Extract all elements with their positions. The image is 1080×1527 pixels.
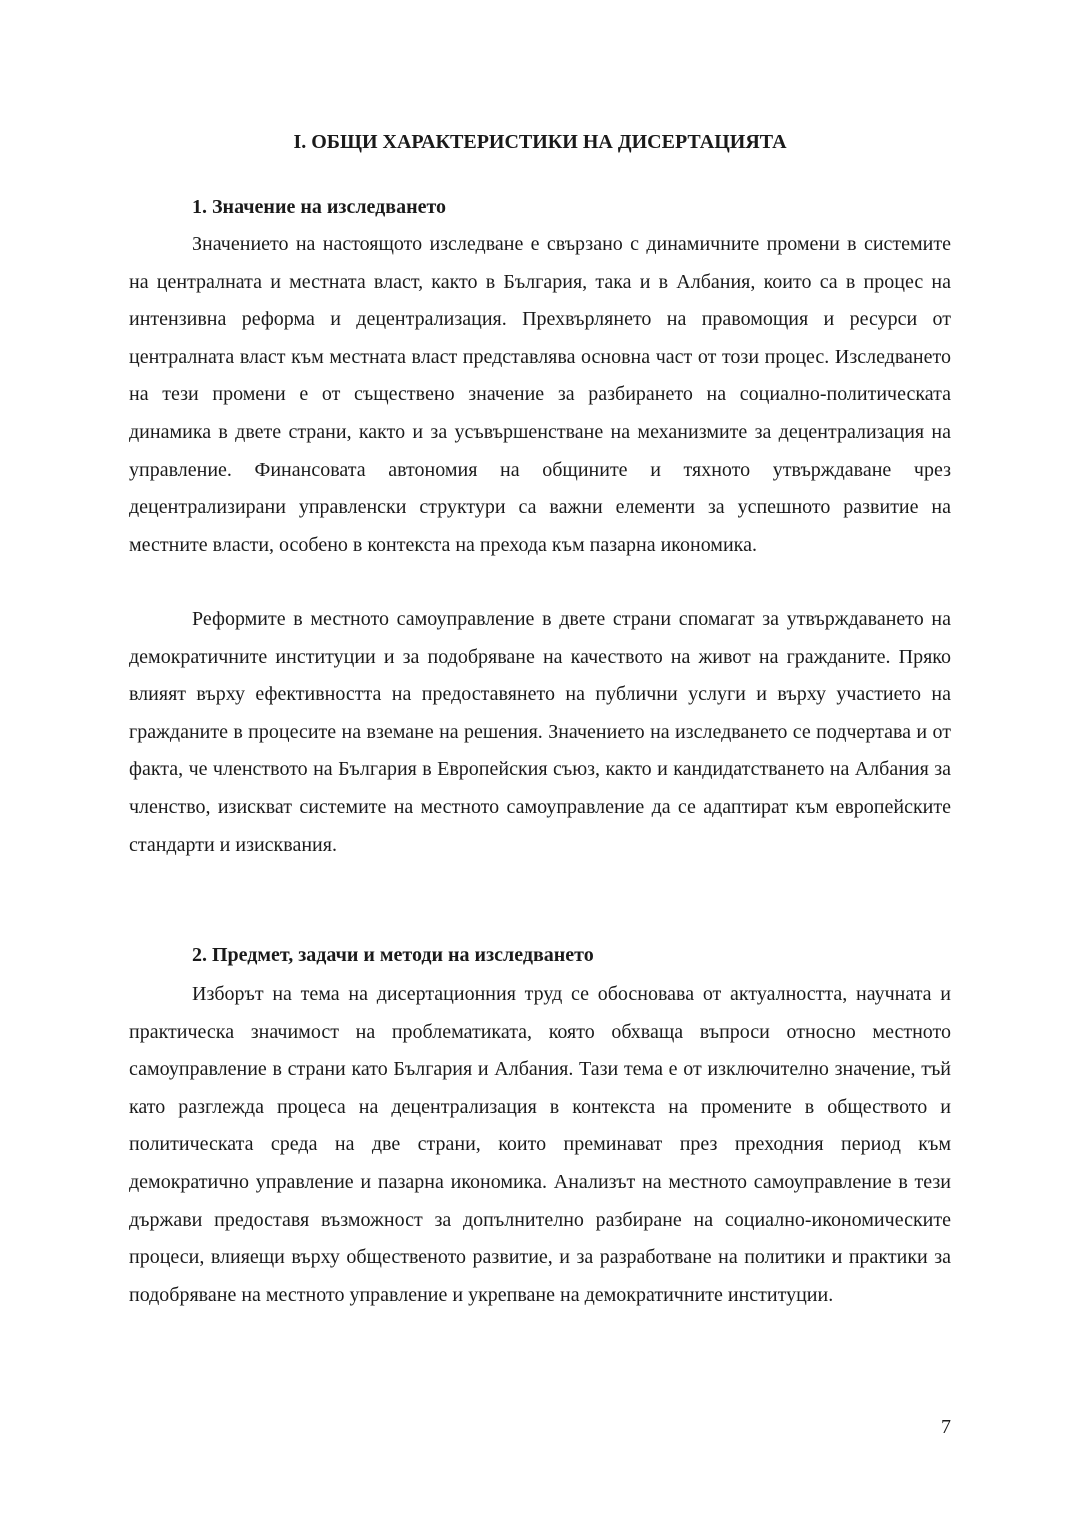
paragraph-significance-1: Значението на настоящото изследване е свързано с динамичните промени в системите на централната и местната власт, както в България, така и в Албания, които са в процес на интензивна реформа и децентрализация. Прехвърлянето на правомощия и ресурси от централната власт към местната власт представлява основна част от този процес. Изследването на тези промени е от съществено значение за разбирането на социално-политическата динамика в двете страни, както и за усъвършенстване на механизмите за децентрализация на управление. Финансовата автономия на общините и тяхното утвърждаване чрез децентрализирани управленски структури са важни елементи за успешното развитие на местните власти, особено в контекста на прехода към пазарна икономика.: [129, 233, 951, 556]
section-heading-significance: 1. Значение на изследването: [192, 196, 447, 218]
chapter-title: I. ОБЩИ ХАРАКТЕРИСТИКИ НА ДИСЕРТАЦИЯТА: [293, 131, 787, 153]
section-heading-subject-tasks-methods: 2. Предмет, задачи и методи на изследването: [192, 944, 594, 966]
paragraph-subject-1: Изборът на тема на дисертационния труд се обосновава от актуалността, научната и практическа значимост на проблематиката, която обхваща въпроси относно местното самоуправление в страни като България и Албания. Тази тема е от изключително значение, тъй като разглежда процеса на децентрализация в контекста на промените в обществото и политическата среда на две страни, които преминават през преходния период към демократично управление и пазарна икономика. Анализът на местното самоуправление в тези държави предоставя възможност за допълнително разбиране на социално-икономическите процеси, влияещи върху общественото развитие, и за разработване на политики и практики за подобряване на местното управление и укрепване на демократичните институции.: [129, 983, 951, 1306]
page-number: 7: [941, 1416, 951, 1438]
paragraph-significance-2: Реформите в местното самоуправление в двете страни спомагат за утвърждаването на демократичните институции и за подобряване на качеството на живот на гражданите. Пряко влияят върху ефективността на предоставянето на публични услуги и върху участието на гражданите в процесите на вземане на решения. Значението на изследването се подчертава и от факта, че членството на България в Европейския съюз, както и кандидатстването на Албания за членство, изискват системите на местното самоуправление да се адаптират към европейските стандарти и изисквания.: [129, 608, 951, 856]
